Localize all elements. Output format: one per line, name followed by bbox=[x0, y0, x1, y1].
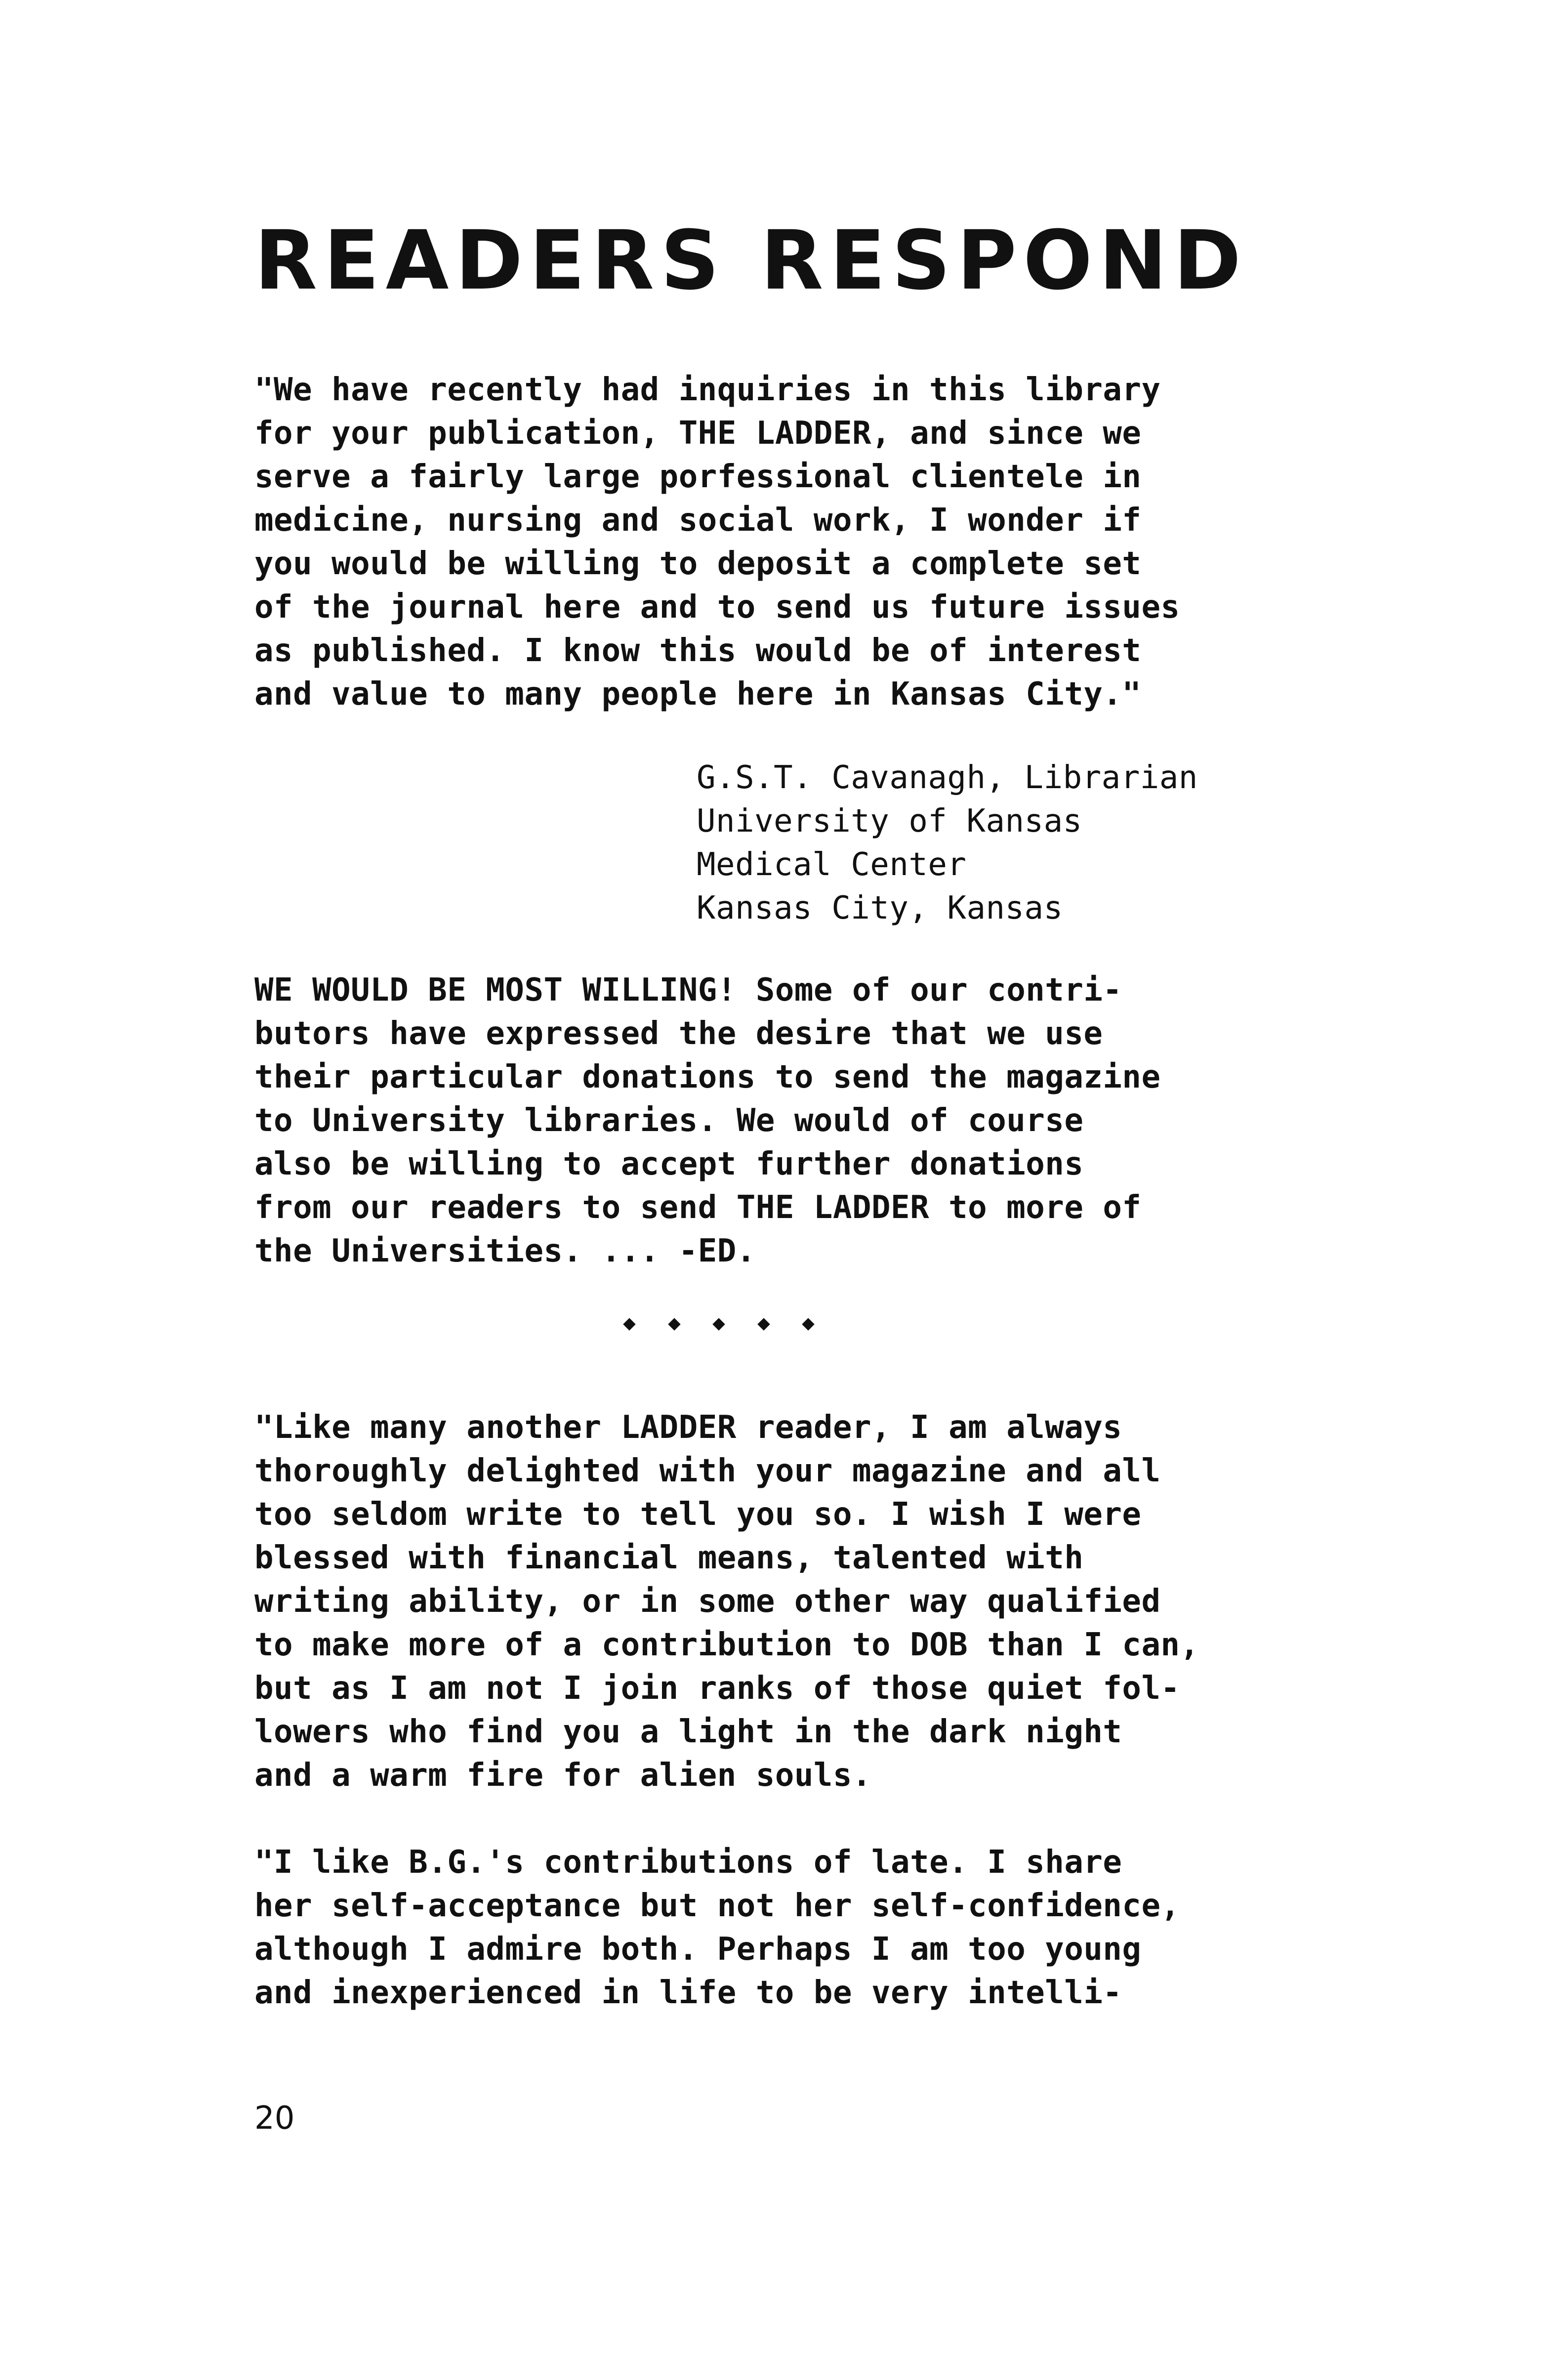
signature-line: University of Kansas bbox=[697, 803, 1082, 840]
separator-star bbox=[757, 1318, 770, 1330]
text-line: of the journal here and to send us future issues bbox=[254, 589, 1180, 626]
text-line: their particular donations to send the magazine bbox=[254, 1059, 1161, 1095]
letter-paragraph-library bbox=[254, 368, 1371, 716]
text-line: and value to many people here in Kansas City." bbox=[254, 676, 1142, 713]
text-line: and inexperienced in life to be very intelli- bbox=[254, 1975, 1122, 2011]
text-line: too seldom write to tell you so. I wish I were bbox=[254, 1496, 1142, 1533]
text-line: you would be willing to deposit a complete set bbox=[254, 546, 1142, 582]
text-line: butors have expressed the desire that we use bbox=[254, 1015, 1103, 1052]
separator-star bbox=[623, 1318, 635, 1330]
text-line: blessed with financial means, talented with bbox=[254, 1540, 1084, 1576]
text-line: thoroughly delighted with your magazine and all bbox=[254, 1453, 1161, 1489]
text-line: lowers who find you a light in the dark night bbox=[254, 1714, 1122, 1750]
text-line: serve a fairly large porfessional clientele in bbox=[254, 459, 1142, 495]
editor-reply-paragraph bbox=[254, 968, 1371, 1273]
section-separator bbox=[625, 1314, 813, 1334]
text-line: as published. I know this would be of interest bbox=[254, 632, 1142, 669]
signature-line: G.S.T. Cavanagh, Librarian bbox=[697, 759, 1198, 796]
text-line: although I admire both. Perhaps I am too young bbox=[254, 1931, 1142, 1968]
text-line: WE WOULD BE MOST WILLING! Some of our contri- bbox=[254, 972, 1122, 1009]
signature-block bbox=[697, 756, 1198, 930]
letter-paragraph-bg-contributions bbox=[254, 1841, 1371, 2015]
text-line: to make more of a contribution to DOB than I can, bbox=[254, 1627, 1199, 1663]
text-line: to University libraries. We would of course bbox=[254, 1102, 1084, 1139]
text-line: also be willing to accept further donations bbox=[254, 1146, 1084, 1182]
page-title: READERS RESPOND bbox=[254, 213, 1248, 308]
text-line: "I like B.G.'s contributions of late. I share bbox=[254, 1844, 1122, 1881]
text-line: medicine, nursing and social work, I wonder if bbox=[254, 502, 1142, 539]
letter-paragraph-ladder-reader bbox=[254, 1406, 1371, 1797]
separator-star bbox=[712, 1318, 725, 1330]
text-line: "We have recently had inquiries in this library bbox=[254, 372, 1161, 408]
text-line: and a warm fire for alien souls. bbox=[254, 1757, 871, 1794]
text-line: the Universities. ... -ED. bbox=[254, 1233, 756, 1269]
text-line: writing ability, or in some other way qualified bbox=[254, 1583, 1161, 1620]
signature-line: Kansas City, Kansas bbox=[697, 890, 1063, 926]
text-line: from our readers to send THE LADDER to more of bbox=[254, 1189, 1142, 1226]
text-line: her self-acceptance but not her self-confidence, bbox=[254, 1888, 1180, 1924]
separator-star bbox=[668, 1318, 680, 1330]
text-line: for your publication, THE LADDER, and since we bbox=[254, 415, 1142, 452]
text-line: "Like many another LADDER reader, I am always bbox=[254, 1409, 1122, 1446]
page-number: 20 bbox=[254, 2100, 295, 2137]
separator-star bbox=[802, 1318, 814, 1330]
signature-line: Medical Center bbox=[697, 846, 967, 883]
text-line: but as I am not I join ranks of those quiet fol- bbox=[254, 1670, 1180, 1707]
